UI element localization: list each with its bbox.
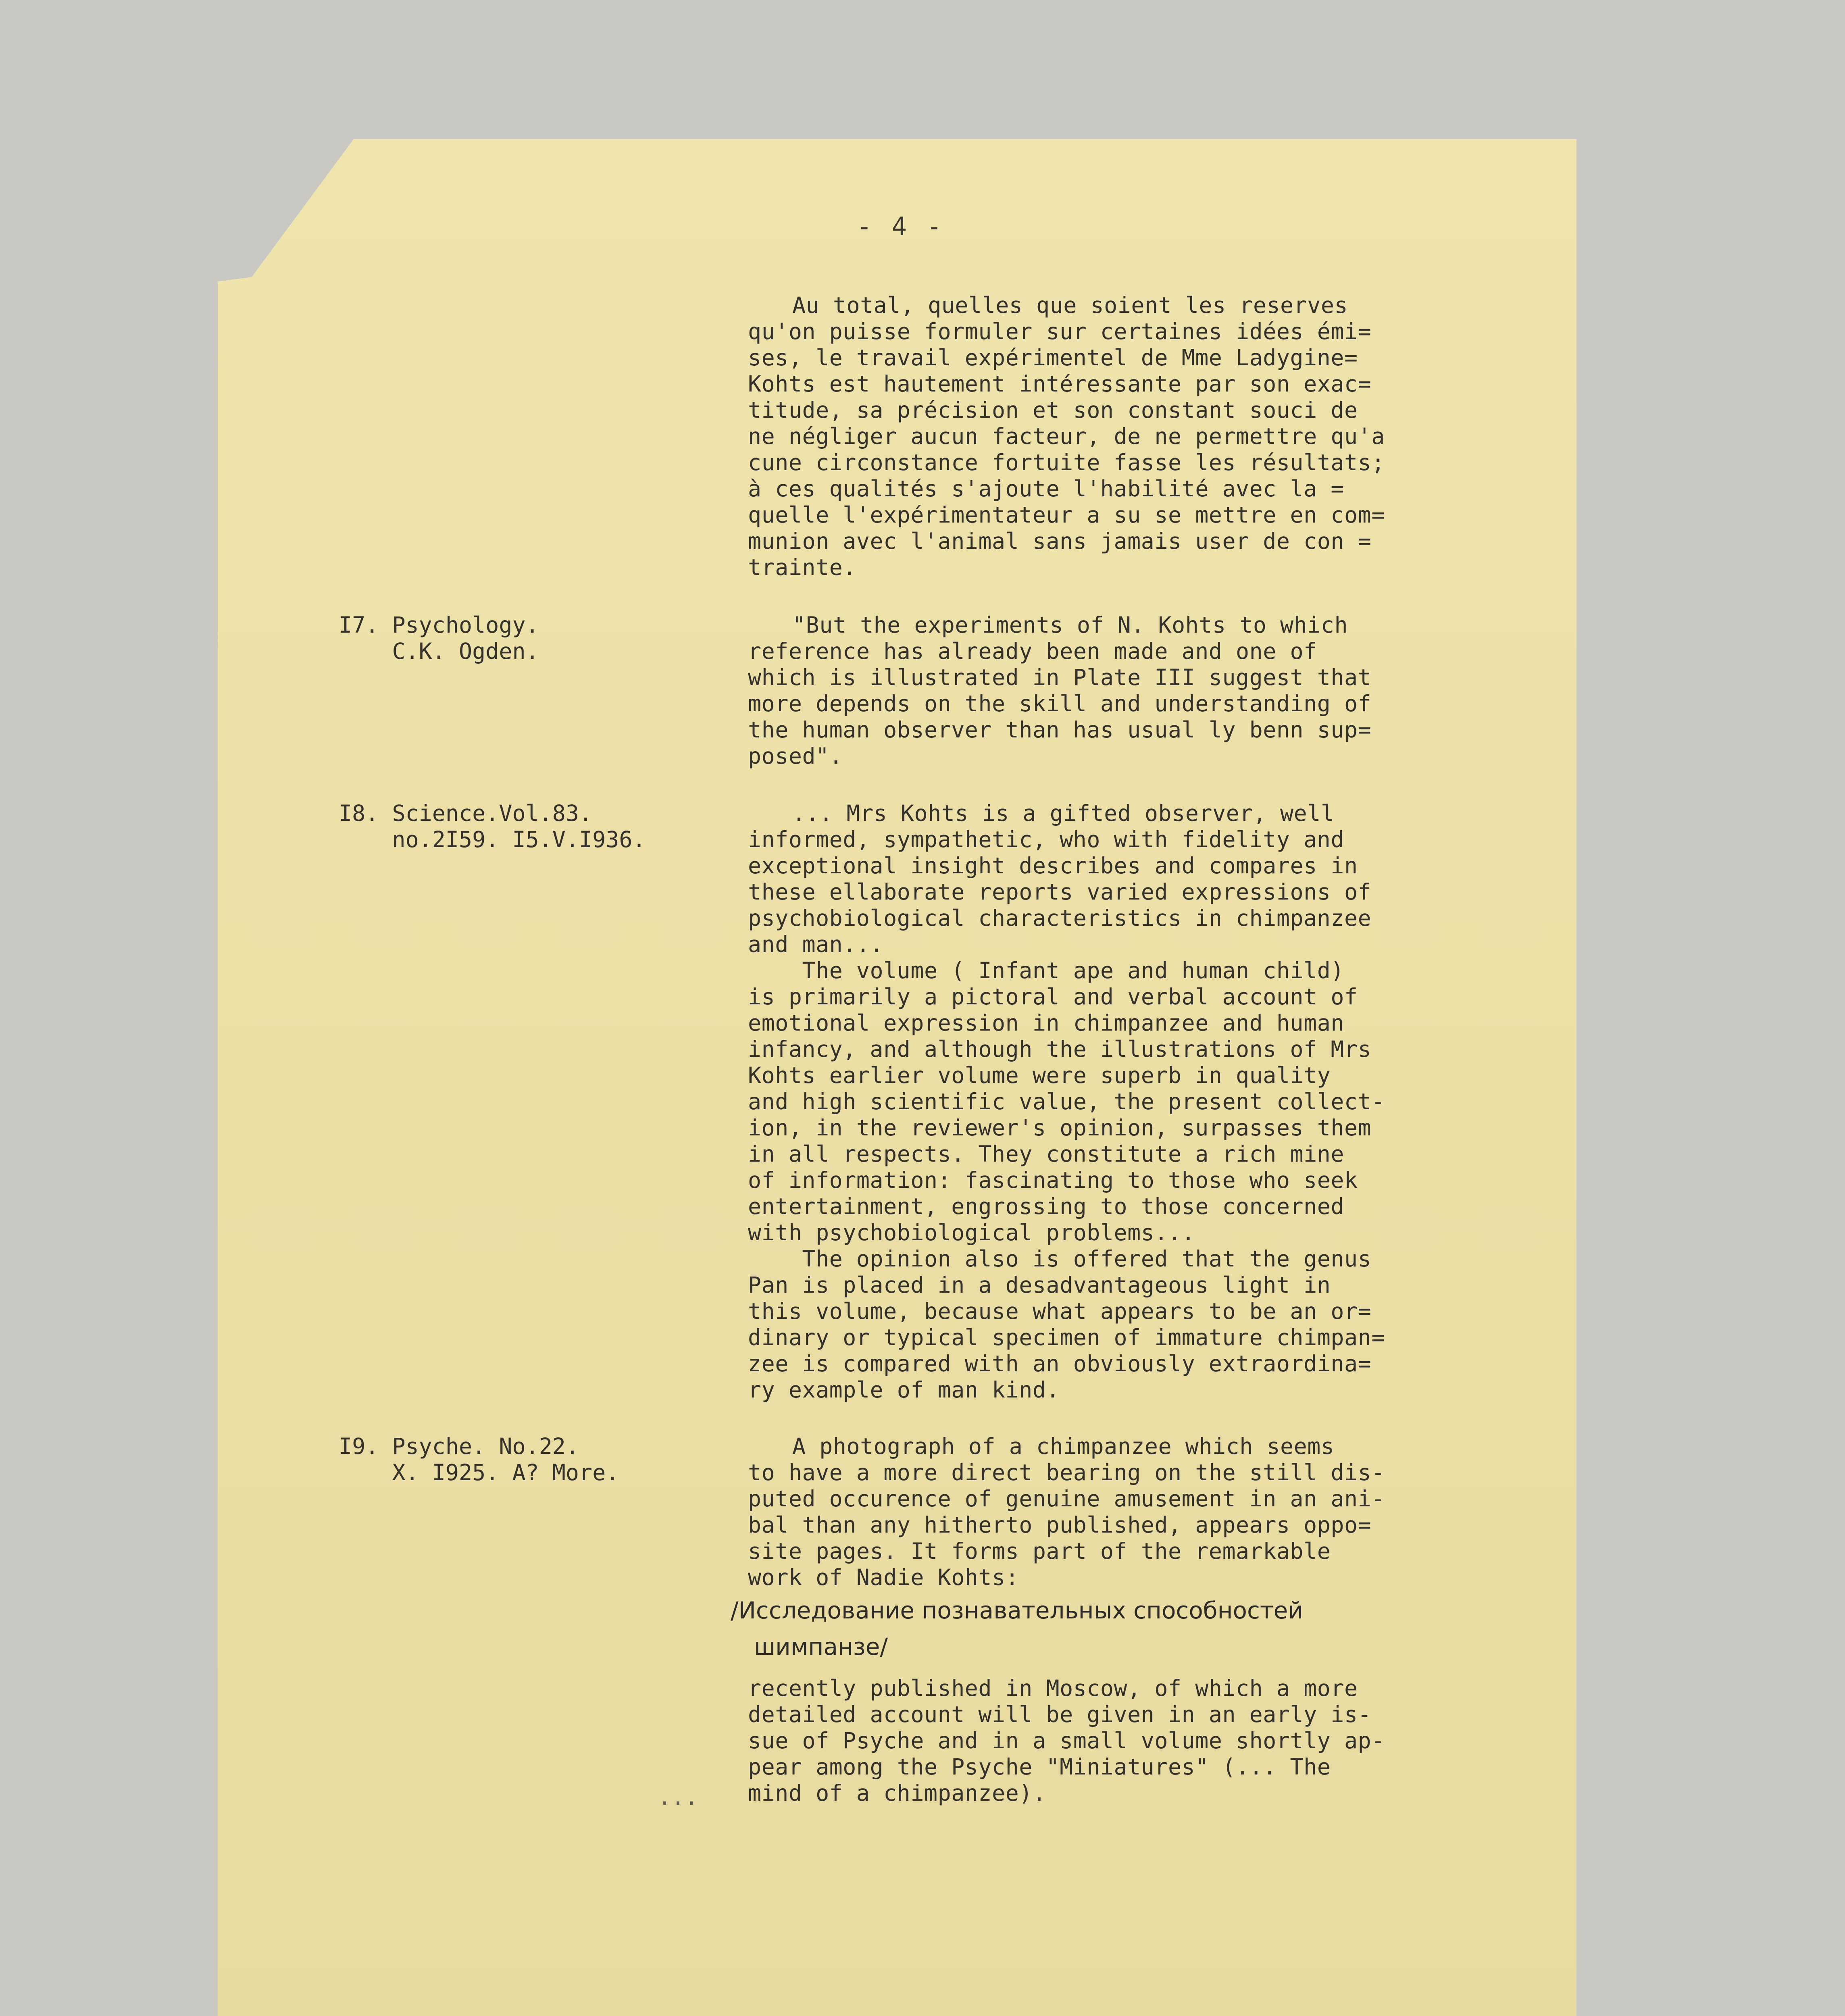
closing-line: recently published in Moscow, of which a more <box>748 1675 1358 1701</box>
entry-text-line: entertainment, engrossing to those concerned <box>748 1193 1344 1219</box>
entry-reference: I8. Science.Vol.83. <box>339 800 593 826</box>
intro-line: quelle l'expérimentateur a su se mettre en com= <box>748 502 1385 528</box>
intro-line: qu'on puisse formuler sur certaines idées émi= <box>748 319 1372 344</box>
entry-reference: C.K. Ogden. <box>339 638 539 664</box>
intro-line: Au total, quelles que soient les reserves <box>792 292 1348 318</box>
entry-text-line: reference has already been made and one of <box>748 638 1317 664</box>
intro-line: cune circonstance fortuite fasse les résultats; <box>748 450 1385 475</box>
russian-title-line-2: шимпанзе/ <box>754 1633 888 1660</box>
entry-text-line: more depends on the skill and understanding of <box>748 691 1372 716</box>
entry-text-line: of information: fascinating to those who seek <box>748 1167 1358 1193</box>
entry-text-line: bal than any hitherto published, appears oppo= <box>748 1512 1372 1538</box>
ellipsis-mark: ... <box>658 1784 698 1810</box>
entry-reference: no.2I59. I5.V.I936. <box>339 827 646 852</box>
entry-text-line: this volume, because what appears to be an or= <box>748 1298 1372 1324</box>
russian-title-line-1: /Исследование познавательных способностей <box>731 1597 1304 1624</box>
entry-text-line: these ellaborate reports varied expressions of <box>748 879 1372 905</box>
entry-reference: I7. Psychology. <box>339 612 539 638</box>
entry-text-line: ion, in the reviewer's opinion, surpasses them <box>748 1115 1372 1141</box>
entry-reference: X. I925. A? More. <box>339 1460 619 1485</box>
intro-line: trainte. <box>748 554 856 580</box>
intro-line: Kohts est hautement intéressante par son exac= <box>748 371 1372 397</box>
entry-text-line: Kohts earlier volume were superb in quality <box>748 1062 1331 1088</box>
entry-text-line: site pages. It forms part of the remarkable <box>748 1538 1331 1564</box>
entry-text-line: work of Nadie Kohts: <box>748 1564 1019 1590</box>
entry-text-line: The volume ( Infant ape and human child) <box>748 958 1344 983</box>
page-number: - 4 - <box>857 212 944 241</box>
entry-text-line: exceptional insight describes and compares in <box>748 853 1358 879</box>
entry-text-line: Pan is placed in a desadvantageous light in <box>748 1272 1331 1298</box>
entry-text-line: is primarily a pictoral and verbal account of <box>748 984 1358 1010</box>
entry-text-line: posed". <box>748 743 843 769</box>
entry-text-line: ry example of man kind. <box>748 1377 1060 1403</box>
intro-line: titude, sa précision et son constant souci de <box>748 397 1358 423</box>
entry-text-line: "But the experiments of N. Kohts to which <box>792 612 1348 638</box>
entry-text-line: to have a more direct bearing on the still dis- <box>748 1460 1385 1485</box>
entry-text-line: in all respects. They constitute a rich mine <box>748 1141 1344 1167</box>
closing-line: sue of Psyche and in a small volume shortly ap- <box>748 1728 1385 1754</box>
entry-text-line: emotional expression in chimpanzee and human <box>748 1010 1344 1036</box>
intro-line: à ces qualités s'ajoute l'habilité avec la = <box>748 476 1344 502</box>
entry-text-line: psychobiological characteristics in chimpanzee <box>748 905 1372 931</box>
entry-text-line: zee is compared with an obviously extraordina= <box>748 1351 1372 1377</box>
entry-text-line: the human observer than has usual ly benn sup= <box>748 717 1372 743</box>
intro-line: ses, le travail expérimentel de Mme Ladygine= <box>748 345 1358 371</box>
closing-line: mind of a chimpanzee). <box>748 1780 1046 1806</box>
entry-text-line: ... Mrs Kohts is a gifted observer, well <box>792 800 1335 826</box>
entry-text-line: which is illustrated in Plate III suggest that <box>748 664 1372 690</box>
entry-text-line: and high scientific value, the present collect- <box>748 1089 1385 1114</box>
entry-text-line: puted occurence of genuine amusement in an ani- <box>748 1486 1385 1512</box>
entry-text-line: informed, sympathetic, who with fidelity and <box>748 827 1344 852</box>
entry-text-line: with psychobiological problems... <box>748 1220 1195 1245</box>
entry-text-line: infancy, and although the illustrations of Mrs <box>748 1036 1372 1062</box>
closing-line: pear among the Psyche "Miniatures" (... The <box>748 1754 1331 1780</box>
entry-text-line: and man... <box>748 931 884 957</box>
entry-reference: I9. Psyche. No.22. <box>339 1433 579 1459</box>
entry-text-line: A photograph of a chimpanzee which seems <box>792 1433 1335 1459</box>
intro-line: munion avec l'animal sans jamais user de con = <box>748 528 1372 554</box>
entry-text-line: dinary or typical specimen of immature chimpan= <box>748 1325 1385 1350</box>
closing-line: detailed account will be given in an early is- <box>748 1702 1372 1727</box>
entry-text-line: The opinion also is offered that the genus <box>748 1246 1372 1272</box>
intro-line: ne négliger aucun facteur, de ne permettre qu'a <box>748 423 1385 449</box>
